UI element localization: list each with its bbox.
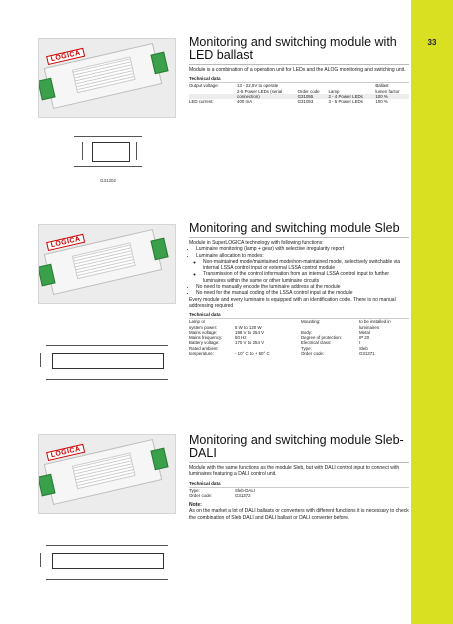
section-description: Module with the same functions as the module Sleb, but with DALI control input to connect with luminaires featuring a DALI control unit. bbox=[189, 465, 400, 478]
product-photo bbox=[38, 434, 176, 514]
table-row: Order code: G31372 bbox=[189, 492, 251, 498]
tech-table bbox=[189, 488, 299, 499]
tech-table bbox=[189, 83, 409, 104]
tech-heading: Technical data bbox=[189, 481, 409, 488]
figure-column bbox=[32, 434, 182, 604]
table-row: Lamp or Mounting: to be installed in bbox=[189, 319, 391, 325]
dimension-drawing bbox=[32, 539, 182, 599]
page-number: 33 bbox=[427, 38, 437, 47]
table-row: temperature: - 10° C to + 50° C Order code: G31371 bbox=[189, 351, 375, 357]
table-row: Type: Sleb-DALI bbox=[189, 487, 256, 493]
figure-column bbox=[32, 224, 182, 404]
table-row: Mains voltage: 198 V to 254 V Body: Metal bbox=[189, 329, 370, 335]
note-heading: Note: bbox=[189, 502, 202, 509]
note-text: As on the market a lot of DALI ballasts or converters with different functions it is necessary to check the combination of Sleb DALI and DALI ballast or DALI converter before. bbox=[189, 508, 409, 521]
list-item: • Luminaire monitoring (lamp + gear) with selective irregularity report bbox=[196, 246, 409, 252]
list-item: • No need for the manual coding of the LSSA control input at the module bbox=[196, 290, 409, 296]
sidebar-accent bbox=[411, 0, 453, 624]
text-column bbox=[189, 222, 409, 356]
figure-column bbox=[32, 38, 182, 198]
list-item: ◦ Non-maintained mode/maintained mode/non-maintained mode, selectively switchable via internal LSSA control input or external LSSA control module bbox=[203, 259, 409, 272]
list-item: • No need to manually encode the luminaire address at the module bbox=[196, 284, 409, 290]
section-description: Module is a combination of a operation unit for LEDs and the ALOG monitoring and switching unit. bbox=[189, 67, 406, 73]
module-device bbox=[44, 439, 163, 505]
section-intro: Module in SuperLOGICA technology with following functions: bbox=[189, 240, 324, 246]
section-outro: Every module and every luminaire is equipped with an identification code. There is no manual addressing required bbox=[189, 296, 396, 309]
function-list bbox=[189, 246, 409, 296]
figure-label: G31202 bbox=[100, 178, 117, 183]
tech-table bbox=[189, 319, 409, 356]
section-title: Monitoring and switching module with LED ballast bbox=[189, 35, 397, 62]
brand-logo: LOGICA bbox=[46, 444, 85, 461]
table-row: system power: 5 W to 120 W luminaires bbox=[189, 324, 380, 330]
table-row: 2-5 Power LEDs (serial Order code Lamp lumen factor bbox=[237, 88, 400, 94]
table-row: connection) G31055 2 - 4 Power LEDs 100 % bbox=[189, 94, 409, 99]
table-row: Mains frequency: 50 Hz Degree of protection: IP 20 bbox=[189, 335, 370, 341]
table-row: LED current: 400 mA G31053 3 - 5 Power LEDs 100 % bbox=[189, 99, 388, 105]
section-title: Monitoring and switching module Sleb-DALI bbox=[189, 433, 404, 460]
section-sleb-dali bbox=[0, 434, 411, 614]
product-photo bbox=[38, 38, 176, 118]
module-device bbox=[44, 43, 163, 109]
section-title: Monitoring and switching module Sleb bbox=[189, 221, 400, 235]
brand-logo: LOGICA bbox=[46, 48, 85, 65]
section-sleb bbox=[0, 222, 411, 432]
list-item: • Luminaire allocation to modes: ◦ Non-maintained mode/maintained mode/non-maintained mode, selectively switchable via internal LSSA control input or external LSSA control module ◦ Transmission of the control information from an internal LSSA control input to further luminaires within the same or other luminaire circuits bbox=[196, 253, 409, 284]
table-row: Output voltage: 13 - 22,5V to operate Ballast bbox=[189, 83, 389, 89]
list-item: ◦ Transmission of the control information from an internal LSSA control input to further luminaires within the same or other luminaire circuits bbox=[203, 271, 409, 284]
text-column bbox=[189, 434, 409, 521]
module-device bbox=[44, 229, 163, 295]
tech-heading: Technical data bbox=[189, 312, 409, 319]
text-column bbox=[189, 36, 409, 104]
table-row: Battery voltage: 170 V to 254 V Electrical class: I bbox=[189, 340, 361, 346]
product-photo bbox=[38, 224, 176, 304]
tech-heading: Technical data bbox=[189, 76, 409, 83]
brand-logo: LOGICA bbox=[46, 234, 85, 251]
table-row: Rated ambient Type: Sleb bbox=[189, 345, 368, 351]
dimension-drawing bbox=[32, 339, 182, 399]
sub-function-list bbox=[196, 259, 409, 284]
section-led-ballast bbox=[0, 36, 411, 206]
